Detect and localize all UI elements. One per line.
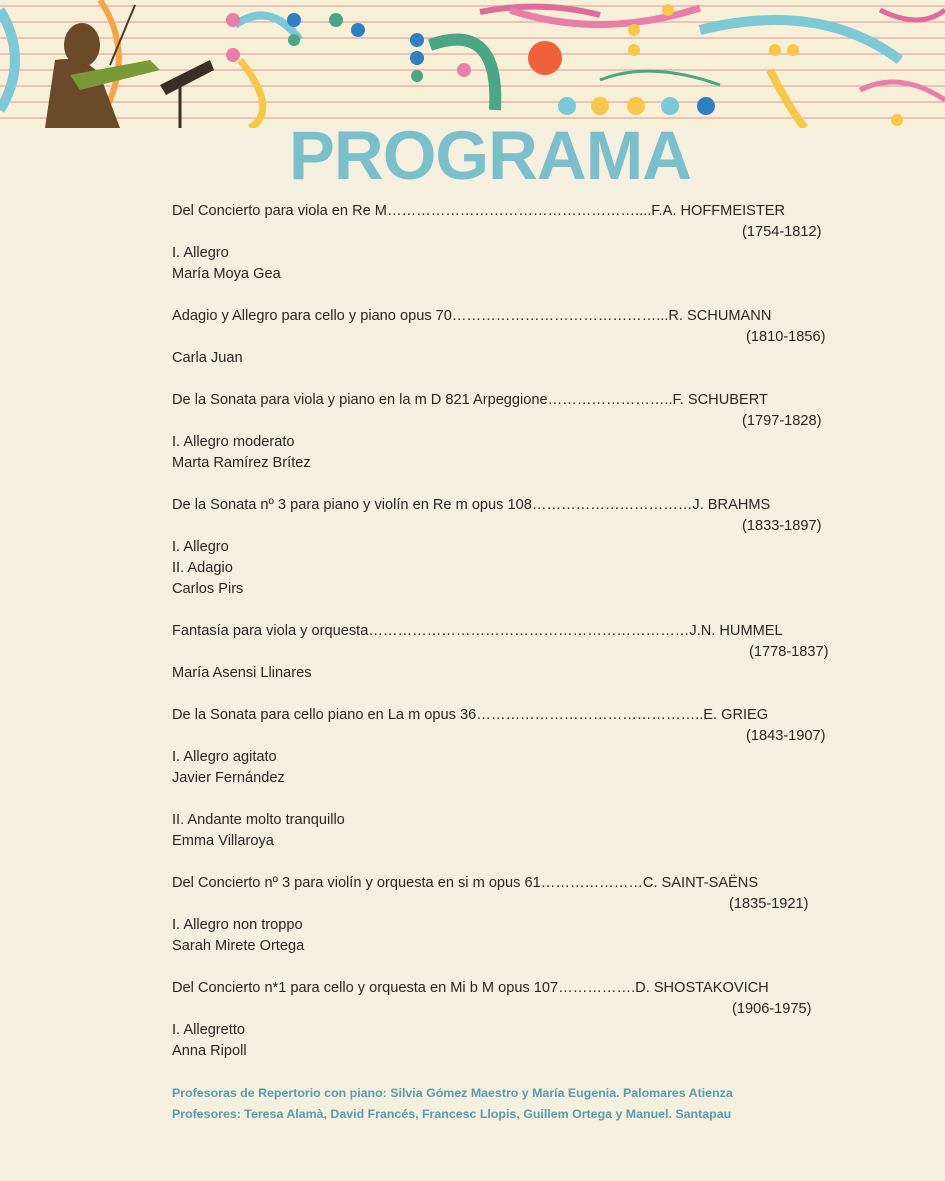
composer-dates: (1906-1975) [732,1001,812,1017]
piece-title-line [172,306,832,327]
piece-detail: I. Allegro [172,539,229,555]
composer-dates: (1810-1856) [746,329,826,345]
piece-title-line [172,390,832,411]
piece-detail: I. Allegro non troppo [172,917,303,933]
piece-detail: I. Allegro [172,245,229,261]
piece-title: Del Concierto n*1 para cello y orquesta en Mi b M opus 107 [172,980,559,996]
piece-title-line [172,978,832,999]
composer-name: J. BRAHMS [692,497,771,513]
composer-name: D. SHOSTAKOVICH [635,980,769,996]
leader-dots: …………………………… [531,497,693,513]
piece-title-line [172,705,832,726]
piece-detail: Sarah Mirete Ortega [172,938,305,954]
program-piece [172,201,832,285]
composer-name: F.A. HOFFMEISTER [651,203,786,219]
program-piece [172,621,832,684]
music-illustration [0,0,945,128]
piece-title-line [172,495,832,516]
program-piece [172,978,832,1062]
program-piece [172,306,832,369]
footer-line-repertoire: Profesoras de Repertorio con piano: Silvia Gómez Maestro y María Eugenia. Palomares Atienza [172,1086,733,1100]
leader-dots: ……………………………………….. [476,707,704,723]
piece-detail: Anna Ripoll [172,1043,247,1059]
composer-name: J.N. HUMMEL [689,623,783,639]
piece-detail: II. Adagio [172,560,233,576]
piece-detail: Marta Ramírez Brítez [172,455,311,471]
piece-title-line [172,201,832,222]
composer-dates: (1835-1921) [729,896,809,912]
piece-title: Fantasía para viola y orquesta [172,623,369,639]
piece-title: De la Sonata nº 3 para piano y violín en Re m opus 108 [172,497,532,513]
program-piece [172,495,832,600]
composer-dates: (1797-1828) [742,413,822,429]
piece-detail: Javier Fernández [172,770,285,786]
piece-detail: Carla Juan [172,350,243,366]
composer-name: C. SAINT-SAËNS [642,875,759,891]
leader-dots: …………………….. [547,392,673,408]
page-title: PROGRAMA [288,117,692,194]
program-piece [172,705,832,852]
piece-detail: I. Allegretto [172,1022,246,1038]
leader-dots: ……………. [558,980,636,996]
program-list [172,201,832,1083]
composer-dates: (1754-1812) [742,224,822,240]
leader-dots: ………………… [540,875,643,891]
spacer [172,789,832,810]
footer-credits [172,1083,733,1125]
leader-dots: …………………………………………….... [386,203,652,219]
program-piece [172,390,832,474]
piece-detail: María Asensi Llinares [172,665,312,681]
program-piece [172,873,832,957]
footer-line-teachers: Profesores: Teresa Alamà, David Francés, Francesc Llopis, Guillem Ortega y Manuel. Santapau [172,1107,732,1121]
piece-detail: María Moya Gea [172,266,281,282]
piece-detail: I. Allegro moderato [172,434,295,450]
piece-detail: Carlos Pirs [172,581,244,597]
piece-title-line [172,621,832,642]
piece-detail: I. Allegro agitato [172,749,277,765]
piece-title: De la Sonata para cello piano en La m opus 36 [172,707,477,723]
piece-detail: II. Andante molto tranquillo [172,812,345,828]
piece-detail: Emma Villaroya [172,833,274,849]
piece-title-line [172,873,832,894]
composer-name: E. GRIEG [703,707,769,723]
composer-name: R. SCHUMANN [668,308,772,324]
composer-dates: (1833-1897) [742,518,822,534]
piece-title: Adagio y Allegro para cello y piano opus 70 [172,308,452,324]
leader-dots: ………………………………………………………… [368,623,690,639]
header-illustration [0,0,945,128]
piece-title: Del Concierto para viola en Re M [172,203,387,219]
composer-dates: (1843-1907) [746,728,826,744]
piece-title: Del Concierto nº 3 para violín y orquesta en si m opus 61 [172,875,541,891]
piece-title: De la Sonata para viola y piano en la m D 821 Arpeggione [172,392,548,408]
composer-dates: (1778-1837) [749,644,829,660]
composer-name: F. SCHUBERT [672,392,768,408]
leader-dots: ……………………………………... [451,308,669,324]
